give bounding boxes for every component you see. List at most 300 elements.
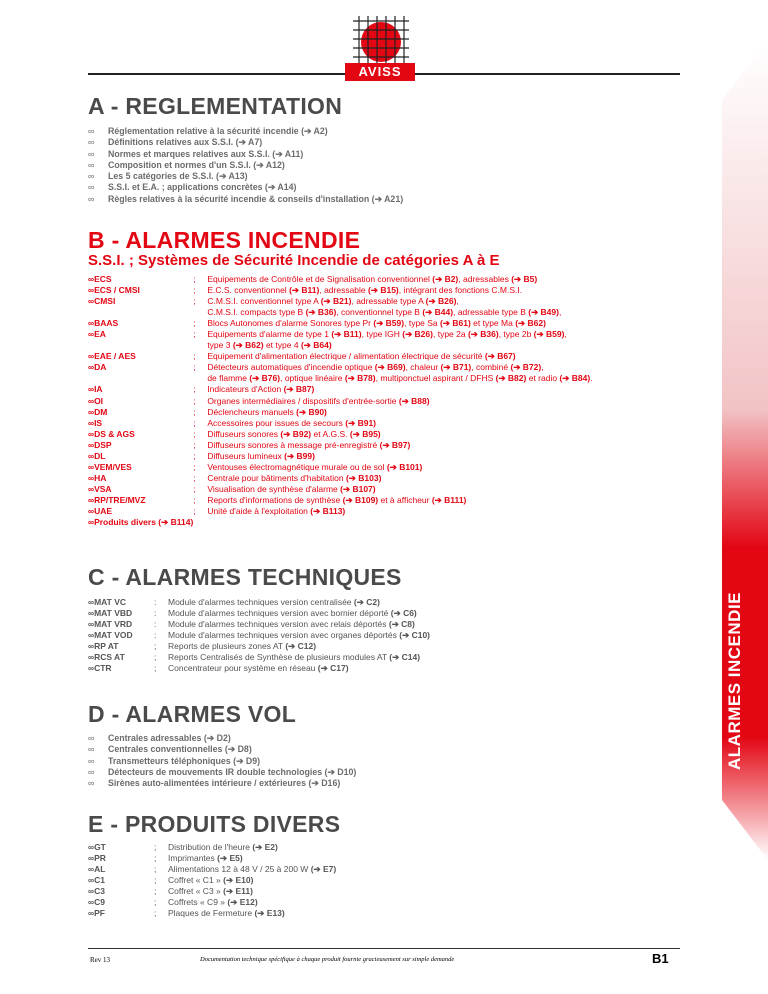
row-separator: : xyxy=(154,597,157,607)
table-row xyxy=(88,429,593,440)
bullet-icon: ∞ xyxy=(88,193,95,204)
list-item xyxy=(88,182,403,193)
row-code xyxy=(88,630,154,641)
list-item xyxy=(88,137,403,148)
page-reference: (➔ C17) xyxy=(317,663,349,674)
list-item xyxy=(88,160,403,171)
table-row xyxy=(88,285,593,296)
row-code xyxy=(88,307,193,318)
bullet-icon: ∞ xyxy=(88,864,95,875)
list-item xyxy=(88,194,403,205)
footer-revision: Rev 13 xyxy=(90,956,111,964)
table-row xyxy=(88,641,430,652)
bullet-icon: ∞ xyxy=(88,619,95,630)
list-item xyxy=(88,778,356,789)
code-text: VSA xyxy=(94,483,112,494)
bullet-icon: ∞ xyxy=(88,875,95,886)
row-separator: ; xyxy=(154,853,157,864)
row-separator xyxy=(193,373,207,384)
list-item-text: Sirènes auto-alimentées intérieure / extérieures (➔ D16) xyxy=(108,778,341,789)
code-text: EA xyxy=(94,329,106,340)
page-reference: (➔ B15) xyxy=(368,285,399,296)
row-description: Imprimantes (➔ E5) xyxy=(168,853,243,864)
page-reference: (➔ B82) xyxy=(495,373,527,384)
table-row xyxy=(88,274,593,285)
code-text: RP/TRE/MVZ xyxy=(94,494,146,505)
row-separator: ; xyxy=(154,908,157,919)
section-e-title: E - PRODUITS DIVERS xyxy=(88,811,341,837)
bullet-icon: ∞ xyxy=(88,450,95,461)
row-code xyxy=(88,429,193,440)
page-reference: (➔ B59) xyxy=(533,329,565,340)
bullet-icon: ∞ xyxy=(88,148,95,159)
list-item-text: Centrales conventionnelles (➔ D8) xyxy=(108,744,252,755)
row-description: Indicateurs d'Action (➔ B87) xyxy=(207,384,315,395)
page-reference: (➔ B11) xyxy=(331,329,362,340)
page-reference: (➔ B2) xyxy=(432,274,459,284)
page-reference: (➔ B103) xyxy=(345,472,382,483)
row-separator: ; xyxy=(193,362,196,373)
table-row xyxy=(88,296,593,307)
row-code xyxy=(88,619,154,630)
table-row xyxy=(88,652,430,663)
bullet-icon: ∞ xyxy=(88,641,95,652)
row-code xyxy=(88,484,193,495)
row-code xyxy=(88,908,154,919)
row-description: Equipements d'alarme de type 1 (➔ B11), type IGH (➔ B26), type 2a (➔ B36), type 2b (➔ B59), xyxy=(207,329,567,340)
page-reference: (➔ B107) xyxy=(340,483,376,494)
row-code xyxy=(88,318,193,329)
list-item-text: Normes et marques relatives aux S.S.I. (➔ A11) xyxy=(108,148,304,159)
row-separator: ; xyxy=(154,897,157,908)
row-code xyxy=(88,351,193,362)
list-item-text: Réglementation relative à la sécurité incendie (➔ A2) xyxy=(108,126,328,136)
table-row xyxy=(88,630,430,641)
row-description: de flamme (➔ B76), optique linéaire (➔ B78), multiponctuel aspirant / DFHS (➔ B82) et radio (➔ B84). xyxy=(207,373,593,384)
bullet-icon: ∞ xyxy=(88,853,95,864)
table-row xyxy=(88,340,593,351)
section-b-table xyxy=(88,274,593,528)
code-text: AL xyxy=(94,864,106,875)
table-row xyxy=(88,517,593,528)
bullet-icon: ∞ xyxy=(88,126,95,136)
bullet-icon: ∞ xyxy=(88,318,95,329)
page-reference: (➔ C8) xyxy=(388,619,415,630)
row-description: Plaques de Fermeture (➔ E13) xyxy=(168,908,285,919)
row-description: Accessoires pour issues de secours (➔ B91) xyxy=(207,417,377,428)
row-description xyxy=(207,517,592,528)
page-reference: (➔ E7) xyxy=(310,864,337,875)
section-d-list xyxy=(88,733,356,789)
table-row xyxy=(88,473,593,484)
bullet-icon: ∞ xyxy=(88,897,95,908)
row-description: Distribution de l'heure (➔ E2) xyxy=(168,842,278,852)
row-separator: ; xyxy=(193,274,196,284)
code-text: BAAS xyxy=(94,318,119,329)
code-text: C9 xyxy=(94,897,105,908)
code-text: IS xyxy=(94,417,103,428)
row-code xyxy=(88,864,154,875)
row-code xyxy=(88,473,193,484)
row-separator: ; xyxy=(193,461,196,472)
page-reference: (➔ E12) xyxy=(227,897,258,908)
code-text: DA xyxy=(94,362,107,373)
row-description: Organes intermédiaires / dispositifs d'entrée-sortie (➔ B88) xyxy=(207,395,430,406)
row-code xyxy=(88,418,193,429)
page-reference: (➔ B90) xyxy=(296,406,327,417)
table-row xyxy=(88,307,593,318)
row-description: Unité d'aide à l'exploitation (➔ B113) xyxy=(207,505,346,516)
row-code xyxy=(88,663,154,674)
sidebar-banner xyxy=(700,0,768,994)
bullet-icon: ∞ xyxy=(88,483,95,494)
table-row xyxy=(88,451,593,462)
row-code xyxy=(88,274,193,285)
section-c-title: C - ALARMES TECHNIQUES xyxy=(88,564,402,590)
row-code xyxy=(88,897,154,908)
row-code xyxy=(88,451,193,462)
row-code xyxy=(88,608,154,619)
list-item-text: Centrales adressables (➔ D2) xyxy=(108,733,231,743)
row-separator: ; xyxy=(193,417,196,428)
row-code xyxy=(88,875,154,886)
row-code xyxy=(88,842,154,853)
code-text: GT xyxy=(94,842,106,852)
table-row xyxy=(88,842,336,853)
page-reference: (➔ B62) xyxy=(515,318,546,329)
page-reference: (➔ B36) xyxy=(305,307,337,318)
row-code xyxy=(88,440,193,451)
row-code xyxy=(88,329,193,340)
row-description: Coffret « C1 » (➔ E10) xyxy=(168,875,254,886)
row-separator: ; xyxy=(193,505,196,516)
row-description: Centrale pour bâtiments d'habitation (➔ B103) xyxy=(207,472,382,483)
list-item xyxy=(88,756,356,767)
row-separator: ; xyxy=(193,472,196,483)
row-description: Equipement d'alimentation électrique / alimentation électrique de sécurité (➔ B67) xyxy=(207,351,516,362)
bullet-icon: ∞ xyxy=(88,384,95,395)
code-text: MAT VOD xyxy=(94,630,133,641)
bullet-icon: ∞ xyxy=(88,652,95,663)
table-row xyxy=(88,663,430,674)
row-code xyxy=(88,517,193,528)
table-row xyxy=(88,897,336,908)
page-reference: (➔ B71) xyxy=(440,362,472,373)
row-separator: ; xyxy=(154,663,157,674)
table-row xyxy=(88,440,593,451)
row-separator: : xyxy=(154,608,157,619)
page-reference: (➔ B5) xyxy=(511,274,538,284)
bullet-icon: ∞ xyxy=(88,842,95,852)
row-description: Visualisation de synthèse d'alarme (➔ B107) xyxy=(207,483,376,494)
row-separator: ; xyxy=(193,406,196,417)
page-reference: (➔ B101) xyxy=(386,461,423,472)
page-reference: (➔ B91) xyxy=(345,417,377,428)
code-text: PF xyxy=(94,908,105,919)
page-reference: (➔ B76) xyxy=(249,373,281,384)
section-e-table xyxy=(88,842,336,919)
row-description: Coffrets « C9 » (➔ E12) xyxy=(168,897,258,908)
code-text: RCS AT xyxy=(94,652,125,663)
page-reference: (➔ B78) xyxy=(344,373,376,384)
code-text: RP AT xyxy=(94,641,119,652)
bullet-icon: ∞ xyxy=(88,171,95,182)
row-description: Blocs Autonomes d'alarme Sonores type Pr (➔ B59), type Sa (➔ B61) et type Ma (➔ B62) xyxy=(207,318,546,329)
row-description: Reports Centralisés de Synthèse de plusieurs modules AT (➔ C14) xyxy=(168,652,421,663)
row-code xyxy=(88,285,193,296)
row-description: Diffuseurs sonores à message pré-enregistré (➔ B97) xyxy=(207,439,411,450)
row-separator: ; xyxy=(193,395,196,406)
row-code xyxy=(88,886,154,897)
row-code xyxy=(88,407,193,418)
table-row xyxy=(88,351,593,362)
bullet-icon: ∞ xyxy=(88,182,95,193)
page-reference: (➔ B113) xyxy=(310,505,346,516)
row-description: Reports de plusieurs zones AT (➔ C12) xyxy=(168,641,317,652)
section-c-table xyxy=(88,597,430,674)
row-separator: ; xyxy=(154,652,157,663)
code-text: VEM/VES xyxy=(94,461,132,472)
bullet-icon: ∞ xyxy=(88,472,95,483)
table-row xyxy=(88,384,593,395)
code-text: HA xyxy=(94,472,107,483)
code-text: DSP xyxy=(94,439,112,450)
row-description: E.C.S. conventionnel (➔ B11), adressable (➔ B15), intégrant des fonctions C.M.S.I. xyxy=(207,285,523,296)
sidebar-label: ALARMES INCENDIE xyxy=(725,591,744,770)
page-reference: (➔ B109) xyxy=(342,494,379,505)
row-code xyxy=(88,641,154,652)
footer-note: Documentation technique spécifique à chaque produit fournie gracieusement sur simple demande xyxy=(200,956,455,963)
section-b-subtitle: S.S.I. ; Systèmes de Sécurité Incendie de catégories A à E xyxy=(88,252,500,269)
bullet-icon: ∞ xyxy=(88,428,95,439)
page-number: B1 xyxy=(652,951,669,966)
bullet-icon: ∞ xyxy=(88,274,95,284)
page-reference: (➔ B99) xyxy=(284,450,315,461)
list-item xyxy=(88,171,403,182)
row-description: Déclencheurs manuels (➔ B90) xyxy=(207,406,327,417)
list-item xyxy=(88,744,356,755)
bullet-icon: ∞ xyxy=(88,395,95,406)
list-item xyxy=(88,733,356,744)
page-reference: (➔ B59) xyxy=(373,318,405,329)
bullet-icon: ∞ xyxy=(88,663,95,674)
logo-rule-right xyxy=(415,73,680,75)
code-text: CTR xyxy=(94,663,112,674)
table-row xyxy=(88,619,430,630)
bullet-icon: ∞ xyxy=(88,461,95,472)
bullet-icon: ∞ xyxy=(88,755,95,766)
bullet-icon: ∞ xyxy=(88,494,95,505)
page-reference: (➔ B62) xyxy=(232,340,264,351)
code-text: Produits divers (➔ B114) xyxy=(94,517,194,528)
row-separator: ; xyxy=(154,864,157,875)
page-reference: (➔ E13) xyxy=(254,908,285,919)
table-row xyxy=(88,495,593,506)
code-text: ECS xyxy=(94,274,112,284)
row-code xyxy=(88,340,193,351)
row-code xyxy=(88,462,193,473)
code-text: MAT VC xyxy=(94,597,127,607)
table-row xyxy=(88,329,593,340)
table-row xyxy=(88,506,593,517)
row-separator: ; xyxy=(193,296,196,307)
page-reference: (➔ B11) xyxy=(289,285,320,296)
list-item-text: Détecteurs de mouvements IR double technologies (➔ D10) xyxy=(108,766,357,777)
page-reference: (➔ B72) xyxy=(510,362,542,373)
page-reference: (➔ B88) xyxy=(398,395,430,406)
list-item xyxy=(88,767,356,778)
row-description: Coffret « C3 » (➔ E11) xyxy=(168,886,253,897)
row-separator: ; xyxy=(154,641,157,652)
row-description: Diffuseurs lumineux (➔ B99) xyxy=(207,450,315,461)
table-row xyxy=(88,373,593,384)
row-code xyxy=(88,597,154,608)
table-row xyxy=(88,608,430,619)
table-row xyxy=(88,484,593,495)
page-reference: (➔ C10) xyxy=(399,630,431,641)
bullet-icon: ∞ xyxy=(88,733,95,743)
page-reference: (➔ B92) xyxy=(280,428,312,439)
row-description: Ventouses électromagnétique murale ou de sol (➔ B101) xyxy=(207,461,423,472)
row-description: C.M.S.I. compacts type B (➔ B36), conventionnel type B (➔ B44), adressable type B (➔ B49), xyxy=(207,307,562,318)
code-text: ECS / CMSI xyxy=(94,285,140,296)
table-row xyxy=(88,886,336,897)
page-reference: (➔ B44) xyxy=(422,307,454,318)
list-item-text: S.S.I. et E.A. ; applications concrètes (➔ A14) xyxy=(108,182,297,193)
row-separator: ; xyxy=(193,384,196,395)
row-code xyxy=(88,373,193,384)
table-row xyxy=(88,462,593,473)
bullet-icon: ∞ xyxy=(88,744,95,755)
list-item-text: Transmetteurs téléphoniques (➔ D9) xyxy=(108,755,261,766)
code-text: PR xyxy=(94,853,106,864)
row-separator xyxy=(193,307,207,318)
bullet-icon: ∞ xyxy=(88,778,95,789)
table-row xyxy=(88,418,593,429)
list-item-text: Définitions relatives aux S.S.I. (➔ A7) xyxy=(108,137,263,148)
bullet-icon: ∞ xyxy=(88,597,95,607)
row-separator: ; xyxy=(154,842,157,852)
code-text: DS & AGS xyxy=(94,428,135,439)
bullet-icon: ∞ xyxy=(88,517,95,528)
row-code xyxy=(88,652,154,663)
row-description: Diffuseurs sonores (➔ B92) et A.G.S. (➔ B95) xyxy=(207,428,381,439)
bullet-icon: ∞ xyxy=(88,505,95,516)
row-separator: ; xyxy=(193,483,196,494)
page-reference: (➔ B111) xyxy=(431,494,467,505)
row-separator: ; xyxy=(193,329,196,340)
page-reference: (➔ E5) xyxy=(217,853,243,864)
page-reference: (➔ E10) xyxy=(223,875,254,886)
row-separator: : xyxy=(154,630,157,641)
row-code xyxy=(88,362,193,373)
page-reference: (➔ B67) xyxy=(484,351,516,362)
logo-rule-left xyxy=(88,73,345,75)
section-d-title: D - ALARMES VOL xyxy=(88,701,297,727)
row-description: Module d'alarmes techniques version avec organes déportés (➔ C10) xyxy=(168,630,431,641)
page-reference: (➔ B87) xyxy=(283,384,315,395)
code-text: MAT VBD xyxy=(94,608,133,619)
row-code xyxy=(88,495,193,506)
list-item xyxy=(88,149,403,160)
table-row xyxy=(88,597,430,608)
code-text: DM xyxy=(94,406,108,417)
row-code xyxy=(88,853,154,864)
code-text: OI xyxy=(94,395,104,406)
code-text: C1 xyxy=(94,875,105,886)
aviss-logo xyxy=(353,16,409,64)
bullet-icon: ∞ xyxy=(88,417,95,428)
table-row xyxy=(88,318,593,329)
section-b-title: B - ALARMES INCENDIE xyxy=(88,227,361,253)
row-code xyxy=(88,384,193,395)
row-separator: ; xyxy=(193,318,196,329)
list-item-text: Composition et normes d'un S.S.I. (➔ A12) xyxy=(108,159,285,170)
table-row xyxy=(88,908,336,919)
row-code xyxy=(88,296,193,307)
row-description: Equipements de Contrôle et de Signalisation conventionnel (➔ B2), adressables (➔ B5) xyxy=(207,274,538,284)
page-reference: (➔ C2) xyxy=(353,597,380,607)
section-a-list xyxy=(88,126,403,205)
code-text: UAE xyxy=(94,505,113,516)
row-code xyxy=(88,506,193,517)
row-description: Alimentations 12 à 48 V / 25 à 200 W (➔ E7) xyxy=(168,864,337,875)
bullet-icon: ∞ xyxy=(88,908,95,919)
bullet-icon: ∞ xyxy=(88,362,95,373)
page-reference: (➔ B21) xyxy=(320,296,352,307)
row-separator: ; xyxy=(193,439,196,450)
row-description: C.M.S.I. conventionnel type A (➔ B21), adressable type A (➔ B26), xyxy=(207,296,459,307)
row-description: Module d'alarmes techniques version centralisée (➔ C2) xyxy=(168,597,380,607)
page-reference: (➔ E2) xyxy=(252,842,278,852)
row-separator: ; xyxy=(193,285,196,296)
row-description: Module d'alarmes techniques version avec relais déportés (➔ C8) xyxy=(168,619,415,630)
page-reference: (➔ B49) xyxy=(528,307,559,318)
row-separator: ; xyxy=(154,886,157,897)
page-reference: (➔ C6) xyxy=(390,608,417,619)
row-separator: : xyxy=(154,619,157,630)
row-separator: ; xyxy=(193,450,196,461)
code-text: IA xyxy=(94,384,103,395)
page-reference: (➔ B26) xyxy=(425,296,457,307)
page-reference: (➔ B61) xyxy=(440,318,471,329)
bullet-icon: ∞ xyxy=(88,137,95,148)
row-separator xyxy=(193,340,207,351)
bullet-icon: ∞ xyxy=(88,329,95,340)
bullet-icon: ∞ xyxy=(88,766,95,777)
row-description: Module d'alarmes techniques version avec bornier déporté (➔ C6) xyxy=(168,608,417,619)
page-reference: (➔ B64) xyxy=(300,340,332,351)
brand-name: AVISS xyxy=(345,63,415,81)
bullet-icon: ∞ xyxy=(88,285,95,296)
code-text: C3 xyxy=(94,886,105,897)
row-separator: ; xyxy=(193,428,196,439)
code-text: DL xyxy=(94,450,106,461)
page-reference: (➔ C12) xyxy=(285,641,317,652)
section-a-title: A - REGLEMENTATION xyxy=(88,93,343,119)
page-reference: (➔ B95) xyxy=(349,428,381,439)
bullet-icon: ∞ xyxy=(88,608,95,619)
row-code xyxy=(88,396,193,407)
page-reference: (➔ B36) xyxy=(467,329,499,340)
bullet-icon: ∞ xyxy=(88,296,95,307)
bullet-icon: ∞ xyxy=(88,439,95,450)
row-description: Reports d'informations de synthèse (➔ B109) et à afficheur (➔ B111) xyxy=(207,494,467,505)
page-reference: (➔ E11) xyxy=(223,886,253,897)
row-separator: ; xyxy=(154,875,157,886)
table-row xyxy=(88,396,593,407)
row-separator: ; xyxy=(193,494,196,505)
